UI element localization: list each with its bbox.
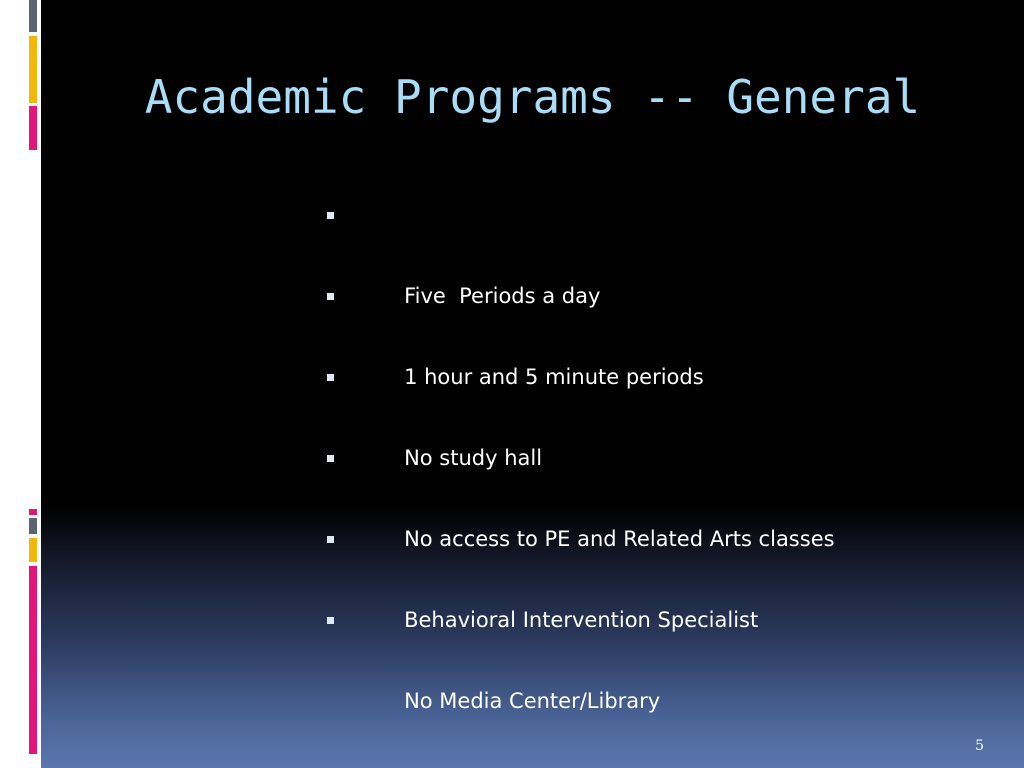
square-bullet-icon <box>327 455 334 462</box>
square-bullet-icon <box>327 212 334 219</box>
bullet-item <box>325 520 835 632</box>
accent-bar-gray-bottom <box>29 518 37 534</box>
bullet-text: Five Periods a day <box>404 284 601 308</box>
square-bullet-icon <box>327 536 334 543</box>
accent-bar-gray-top <box>29 0 37 32</box>
bullet-text: No Media Center/Library <box>404 689 661 713</box>
left-decorative-strip <box>0 0 41 768</box>
square-bullet-icon <box>327 374 334 381</box>
accent-bar-gold-bottom <box>29 538 37 562</box>
bullet-item <box>325 439 835 551</box>
accent-bar-pink-small <box>29 509 37 515</box>
square-bullet-icon <box>327 617 334 624</box>
accent-bar-gold-top <box>29 36 37 103</box>
bullet-text: Behavioral Intervention Specialist <box>404 608 759 632</box>
bullet-text: No study hall <box>404 446 543 470</box>
accent-bar-pink-bottom <box>29 566 37 754</box>
bullet-item <box>325 196 835 308</box>
bullet-item <box>325 277 835 389</box>
bullet-text: No access to PE and Related Arts classes <box>404 527 835 551</box>
accent-bar-pink-top <box>29 106 37 150</box>
square-bullet-icon <box>327 293 334 300</box>
bullet-item <box>325 358 835 470</box>
bullet-text: 1 hour and 5 minute periods <box>404 365 704 389</box>
slide-page-number: 5 <box>975 738 984 754</box>
bullet-item <box>325 601 835 713</box>
bullet-list <box>325 196 835 713</box>
slide-title: Academic Programs -- General <box>144 70 921 124</box>
